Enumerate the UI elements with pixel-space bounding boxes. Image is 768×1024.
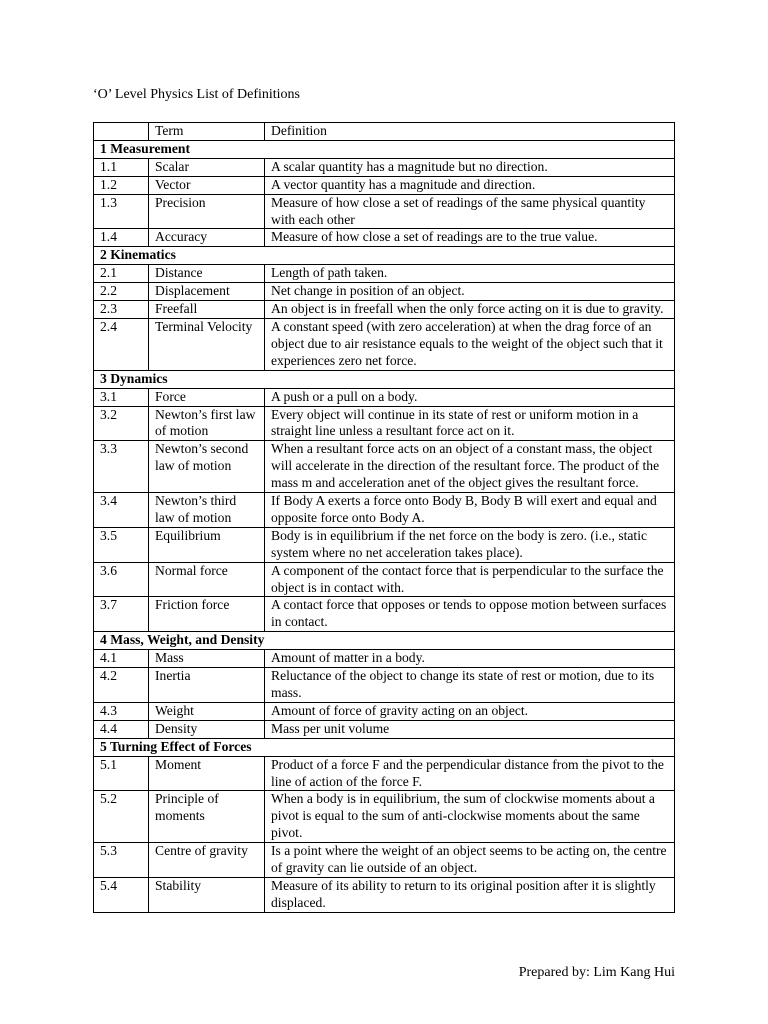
row-number: 1.2 xyxy=(94,176,149,194)
row-definition: A vector quantity has a magnitude and direction. xyxy=(265,176,675,194)
row-term: Principle of moments xyxy=(149,791,265,843)
row-number: 4.2 xyxy=(94,668,149,703)
row-definition: Measure of how close a set of readings are to the true value. xyxy=(265,229,675,247)
table-row xyxy=(94,527,675,562)
header-number xyxy=(94,123,149,141)
row-term: Freefall xyxy=(149,301,265,319)
table-row xyxy=(94,843,675,878)
row-number: 5.1 xyxy=(94,756,149,791)
row-definition: An object is in freefall when the only force acting on it is due to gravity. xyxy=(265,301,675,319)
row-definition: Body is in equilibrium if the net force on the body is zero. (i.e., static system where no net acceleration takes place). xyxy=(265,527,675,562)
row-definition: When a body is in equilibrium, the sum of clockwise moments about a pivot is equal to the sum of anti-clockwise moments about the same pivot. xyxy=(265,791,675,843)
row-term: Friction force xyxy=(149,597,265,632)
row-term: Newton’s second law of motion xyxy=(149,441,265,493)
row-term: Inertia xyxy=(149,668,265,703)
table-row xyxy=(94,441,675,493)
table-row xyxy=(94,176,675,194)
row-term: Equilibrium xyxy=(149,527,265,562)
row-definition: A push or a pull on a body. xyxy=(265,388,675,406)
row-definition: Net change in position of an object. xyxy=(265,283,675,301)
section-header-row xyxy=(94,370,675,388)
section-title: 1 Measurement xyxy=(94,140,675,158)
row-number: 2.3 xyxy=(94,301,149,319)
row-number: 3.3 xyxy=(94,441,149,493)
row-definition: If Body A exerts a force onto Body B, Body B will exert and equal and opposite force onto Body A. xyxy=(265,493,675,528)
row-definition: Product of a force F and the perpendicular distance from the pivot to the line of action of the force F. xyxy=(265,756,675,791)
table-header-row xyxy=(94,123,675,141)
row-definition: A contact force that opposes or tends to oppose motion between surfaces in contact. xyxy=(265,597,675,632)
row-term: Scalar xyxy=(149,158,265,176)
table-row xyxy=(94,388,675,406)
row-definition: Is a point where the weight of an object seems to be acting on, the centre of gravity can lie outside of an object. xyxy=(265,843,675,878)
table-row xyxy=(94,406,675,441)
row-number: 4.1 xyxy=(94,650,149,668)
row-number: 4.3 xyxy=(94,702,149,720)
row-term: Vector xyxy=(149,176,265,194)
row-number: 3.1 xyxy=(94,388,149,406)
row-term: Displacement xyxy=(149,283,265,301)
row-term: Stability xyxy=(149,877,265,912)
table-row xyxy=(94,791,675,843)
row-term: Accuracy xyxy=(149,229,265,247)
header-term: Term xyxy=(149,123,265,141)
row-number: 5.2 xyxy=(94,791,149,843)
table-row xyxy=(94,650,675,668)
table-row xyxy=(94,158,675,176)
row-number: 4.4 xyxy=(94,720,149,738)
row-term: Newton’s third law of motion xyxy=(149,493,265,528)
row-number: 3.7 xyxy=(94,597,149,632)
row-definition: A constant speed (with zero acceleration) at when the drag force of an object due to air resistance equals to the weight of the object such that it experiences zero net force. xyxy=(265,318,675,370)
table-row xyxy=(94,702,675,720)
header-definition: Definition xyxy=(265,123,675,141)
row-definition: Mass per unit volume xyxy=(265,720,675,738)
section-title: 5 Turning Effect of Forces xyxy=(94,738,675,756)
row-definition: When a resultant force acts on an object of a constant mass, the object will accelerate in the direction of the resultant force. The product of the mass m and acceleration anet of the object gives the resultant force. xyxy=(265,441,675,493)
row-definition: Every object will continue in its state of rest or uniform motion in a straight line unless a resultant force act on it. xyxy=(265,406,675,441)
table-row xyxy=(94,720,675,738)
section-header-row xyxy=(94,247,675,265)
section-title: 4 Mass, Weight, and Density xyxy=(94,632,675,650)
table-row xyxy=(94,597,675,632)
row-number: 2.1 xyxy=(94,265,149,283)
row-term: Mass xyxy=(149,650,265,668)
table-row xyxy=(94,493,675,528)
section-header-row xyxy=(94,140,675,158)
row-number: 2.2 xyxy=(94,283,149,301)
table-row xyxy=(94,229,675,247)
definitions-table xyxy=(93,122,675,913)
row-number: 1.3 xyxy=(94,194,149,229)
section-title: 2 Kinematics xyxy=(94,247,675,265)
row-definition: A scalar quantity has a magnitude but no direction. xyxy=(265,158,675,176)
table-row xyxy=(94,194,675,229)
table-row xyxy=(94,318,675,370)
table-row xyxy=(94,265,675,283)
document-title: ‘O’ Level Physics List of Definitions xyxy=(93,87,300,102)
row-definition: Amount of force of gravity acting on an object. xyxy=(265,702,675,720)
row-definition: Measure of its ability to return to its original position after it is slightly displaced. xyxy=(265,877,675,912)
row-number: 1.1 xyxy=(94,158,149,176)
row-number: 3.6 xyxy=(94,562,149,597)
row-term: Distance xyxy=(149,265,265,283)
table-row xyxy=(94,283,675,301)
row-definition: A component of the contact force that is perpendicular to the surface the object is in contact with. xyxy=(265,562,675,597)
definitions-table-body xyxy=(94,123,675,913)
table-row xyxy=(94,877,675,912)
row-term: Normal force xyxy=(149,562,265,597)
footer-credit: Prepared by: Lim Kang Hui xyxy=(518,965,675,980)
table-row xyxy=(94,301,675,319)
row-definition: Reluctance of the object to change its state of rest or motion, due to its mass. xyxy=(265,668,675,703)
section-header-row xyxy=(94,738,675,756)
section-header-row xyxy=(94,632,675,650)
section-title: 3 Dynamics xyxy=(94,370,675,388)
row-term: Force xyxy=(149,388,265,406)
row-number: 3.4 xyxy=(94,493,149,528)
row-term: Density xyxy=(149,720,265,738)
row-definition: Amount of matter in a body. xyxy=(265,650,675,668)
row-number: 3.2 xyxy=(94,406,149,441)
row-number: 3.5 xyxy=(94,527,149,562)
row-term: Precision xyxy=(149,194,265,229)
row-number: 2.4 xyxy=(94,318,149,370)
row-number: 5.3 xyxy=(94,843,149,878)
row-definition: Measure of how close a set of readings of the same physical quantity with each other xyxy=(265,194,675,229)
row-number: 5.4 xyxy=(94,877,149,912)
row-term: Weight xyxy=(149,702,265,720)
row-number: 1.4 xyxy=(94,229,149,247)
row-definition: Length of path taken. xyxy=(265,265,675,283)
table-row xyxy=(94,562,675,597)
row-term: Terminal Velocity xyxy=(149,318,265,370)
row-term: Moment xyxy=(149,756,265,791)
table-row xyxy=(94,668,675,703)
row-term: Newton’s first law of motion xyxy=(149,406,265,441)
row-term: Centre of gravity xyxy=(149,843,265,878)
table-row xyxy=(94,756,675,791)
